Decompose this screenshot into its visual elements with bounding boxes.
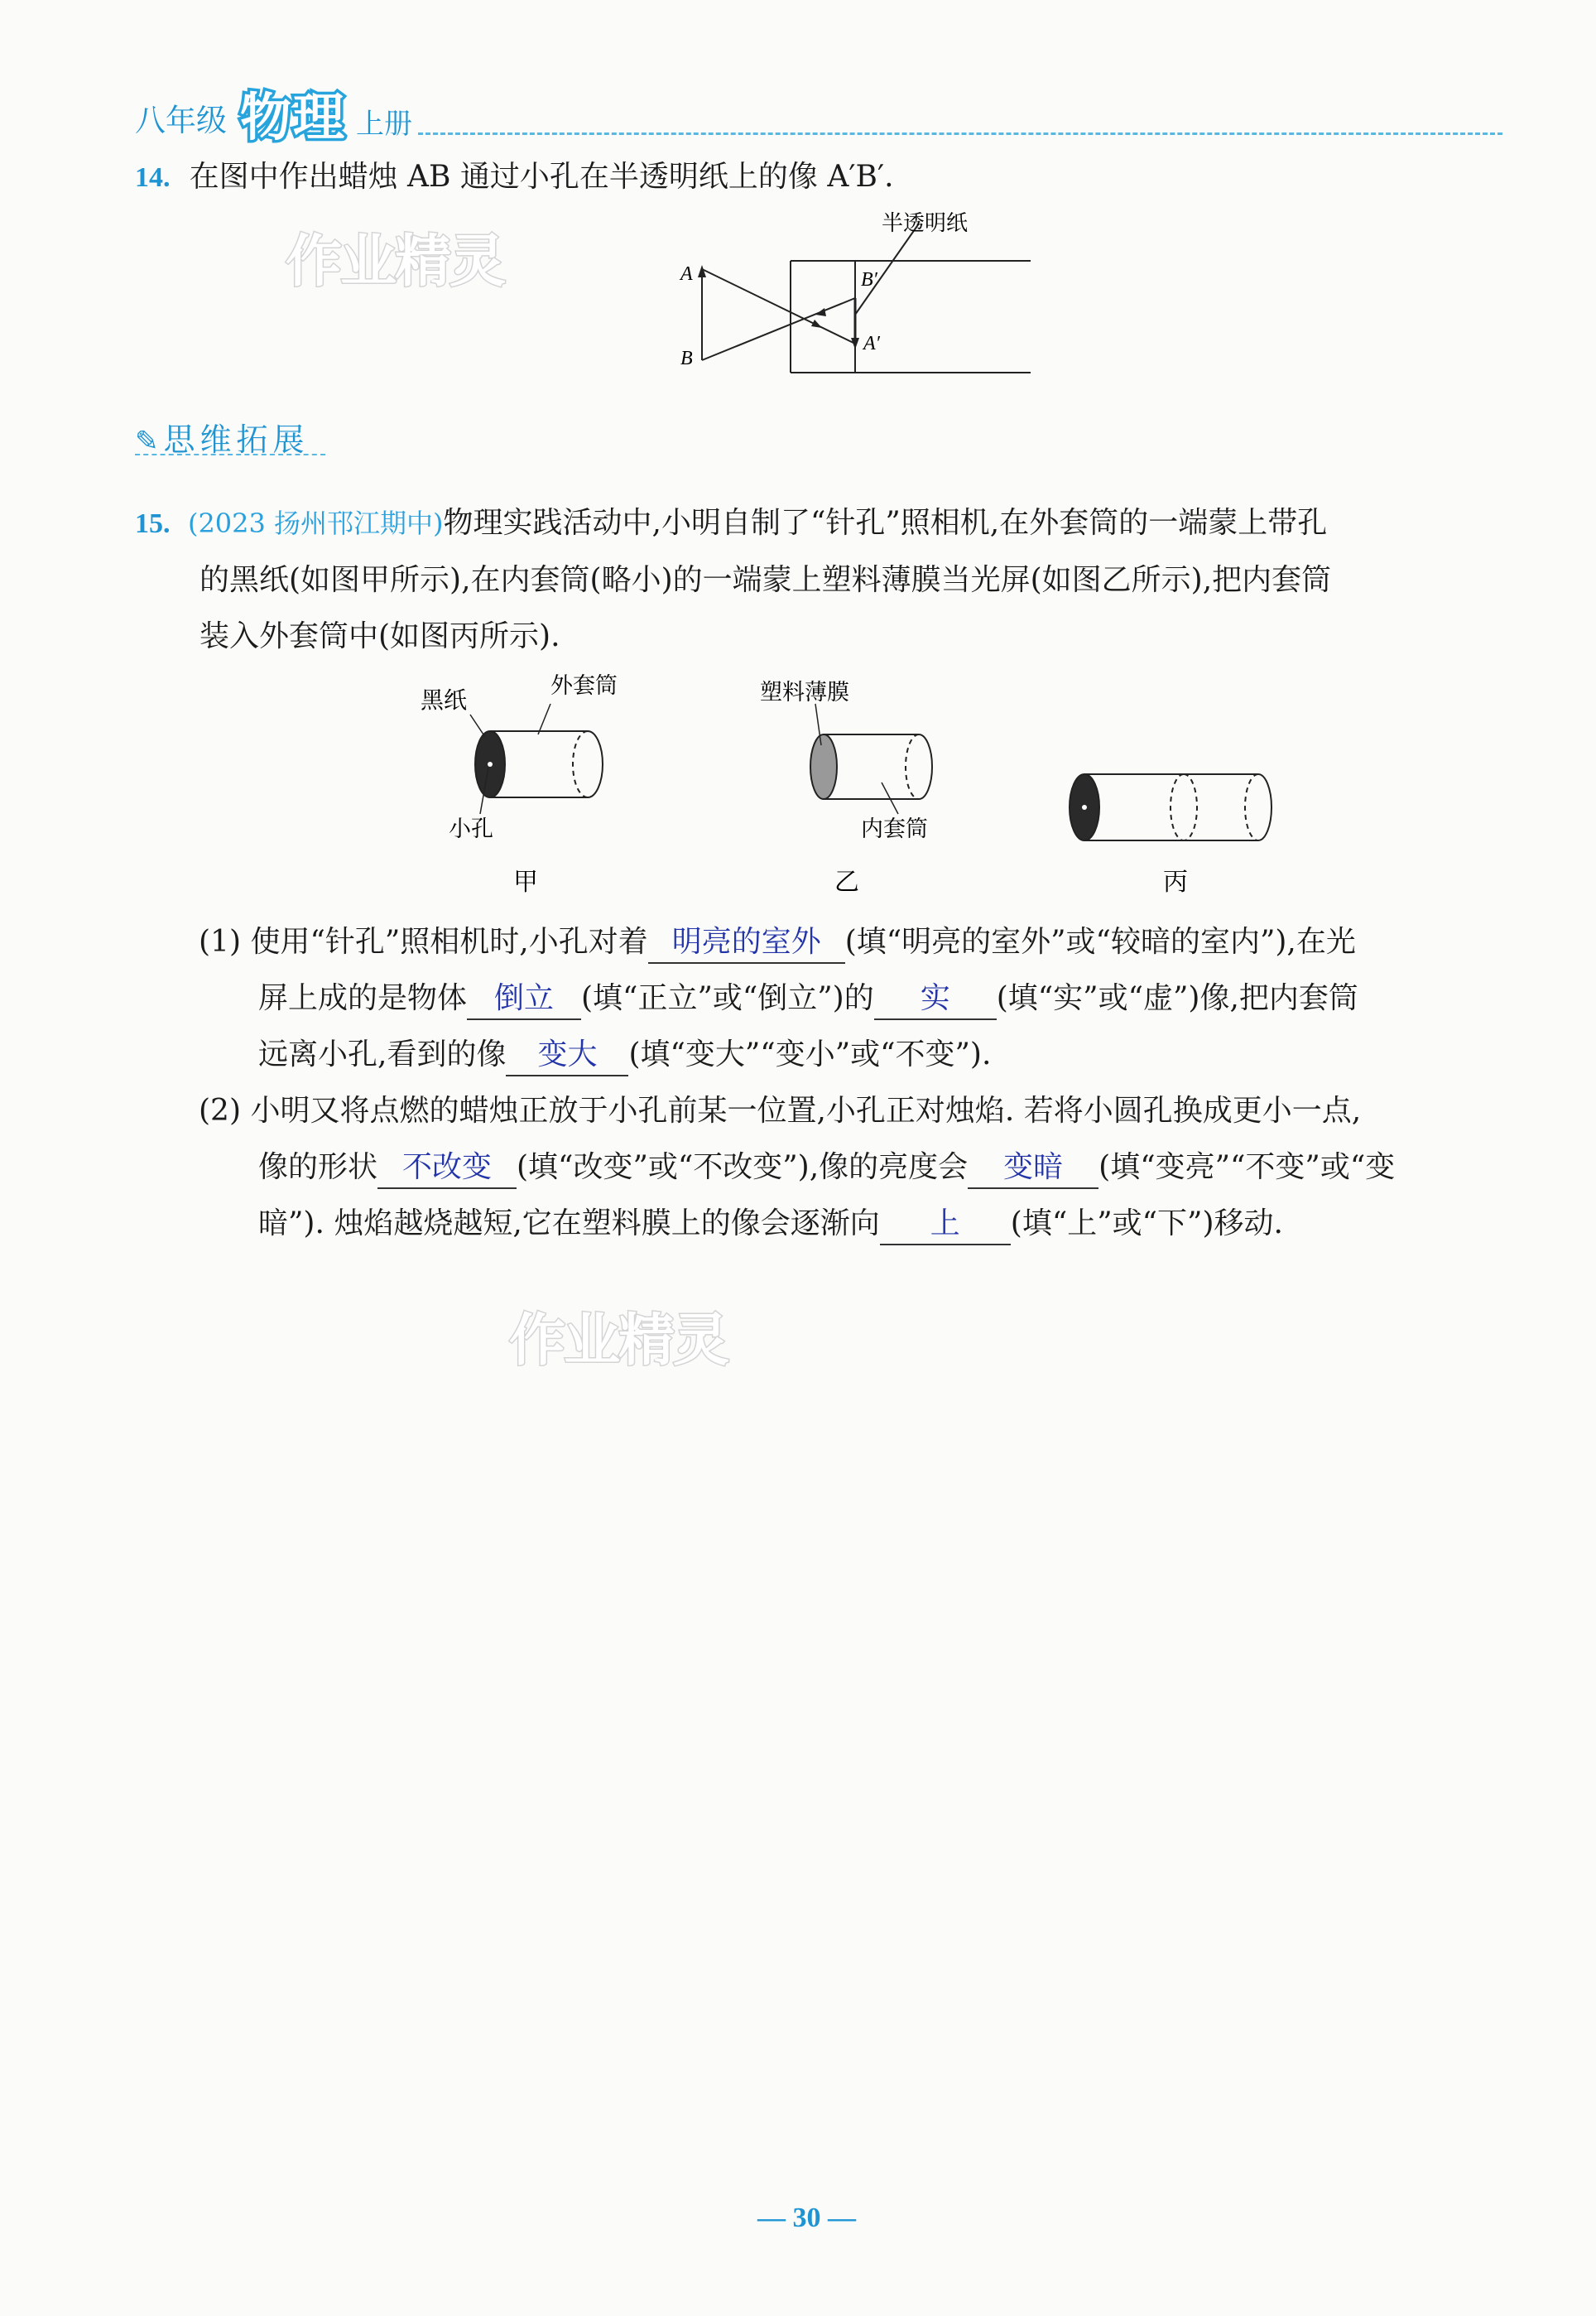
label-plastic-film: 塑料薄膜 [760, 680, 849, 705]
answer-blank: 上 [880, 1202, 1011, 1245]
figure-yi [760, 680, 932, 897]
question-text: 物理实践活动中,小明自制了“针孔”照相机,在外套筒的一端蒙上带孔 [443, 506, 1328, 540]
label-a-prime: A′ [863, 333, 880, 354]
caption-jia: 甲 [513, 868, 538, 897]
question-text: 在图中作出蜡烛 AB 通过小孔在半透明纸上的像 A′B′. [189, 160, 894, 194]
answer-blank: 实 [874, 977, 997, 1020]
header-subject: 物理 [240, 87, 347, 147]
section-title: 思维拓展 [163, 421, 310, 458]
label-a: A [680, 263, 693, 285]
q15-line-3: 装入外套筒中(如图丙所示). [200, 619, 560, 653]
header-grade: 八年级 [135, 103, 227, 138]
answer-blank: 变大 [506, 1033, 628, 1076]
part2-line-2: 像的形状 不改变 (填“改变”或“不改变”),像的亮度会 变暗 (填“变亮”“不变”或“变 [199, 1139, 1395, 1196]
answer-blank: 倒立 [467, 977, 581, 1020]
question-source: (2023 扬州邗江期中) [187, 508, 444, 539]
part2-line-1: (2) 小明又将点燃的蜡烛正放于小孔前某一位置,小孔正对烛焰. 若将小圆孔换成更小一点, [199, 1094, 1362, 1128]
part1-line-3: 远离小孔,看到的像 变大 (填“变大”“变小”或“不变”). [199, 1027, 1358, 1083]
tubes-figure [397, 667, 1333, 907]
question-14 [135, 149, 894, 205]
label-hole: 小孔 [449, 816, 493, 842]
label-translucent-paper: 半透明纸 [882, 211, 969, 236]
section-heading [135, 414, 310, 460]
label-b-prime: B′ [861, 269, 877, 291]
question-15 [135, 495, 1509, 665]
watermark: 作业精灵 [286, 229, 505, 295]
question-number: 15. [135, 508, 171, 539]
header-volume: 上册 [356, 108, 412, 141]
pencil-icon: ✎ [135, 425, 164, 458]
page-number: — 30 — [757, 2203, 856, 2233]
q15-part-2 [199, 1083, 1395, 1252]
caption-bing: 丙 [1163, 868, 1188, 897]
caption-yi: 乙 [834, 868, 859, 897]
label-inner-tube: 内套筒 [861, 816, 928, 842]
part1-line-2: 屏上成的是物体 倒立 (填“正立”或“倒立”)的 实 (填“实”或“虚”)像,把内套筒 [199, 970, 1358, 1027]
question-number: 14. [135, 162, 171, 193]
label-black-paper: 黑纸 [421, 686, 468, 714]
q15-line-2: 的黑纸(如图甲所示),在内套筒(略小)的一端蒙上塑料薄膜当光屏(如图乙所示),把内套筒 [200, 563, 1332, 597]
part2-line-3: 暗”). 烛焰越烧越短,它在塑料膜上的像会逐渐向 上 (填“上”或“下”)移动. [199, 1196, 1395, 1252]
section-underline [135, 454, 325, 455]
answer-blank: 变暗 [968, 1146, 1098, 1189]
q15-line-1 [135, 495, 1509, 552]
header-divider [418, 132, 1502, 135]
label-outer-tube: 外套筒 [550, 673, 618, 699]
figure-jia [421, 673, 618, 897]
answer-blank: 不改变 [377, 1146, 517, 1189]
figure-bing [1070, 774, 1272, 897]
pinhole-diagram [662, 199, 1043, 385]
label-b: B [680, 348, 693, 369]
watermark: 作业精灵 [509, 1308, 728, 1374]
part1-line-1: (1) 使用“针孔”照相机时,小孔对着 明亮的室外 (填“明亮的室外”或“较暗的室内”),在光 [199, 914, 1358, 970]
answer-blank: 明亮的室外 [648, 921, 845, 964]
q15-part-1 [199, 914, 1358, 1083]
